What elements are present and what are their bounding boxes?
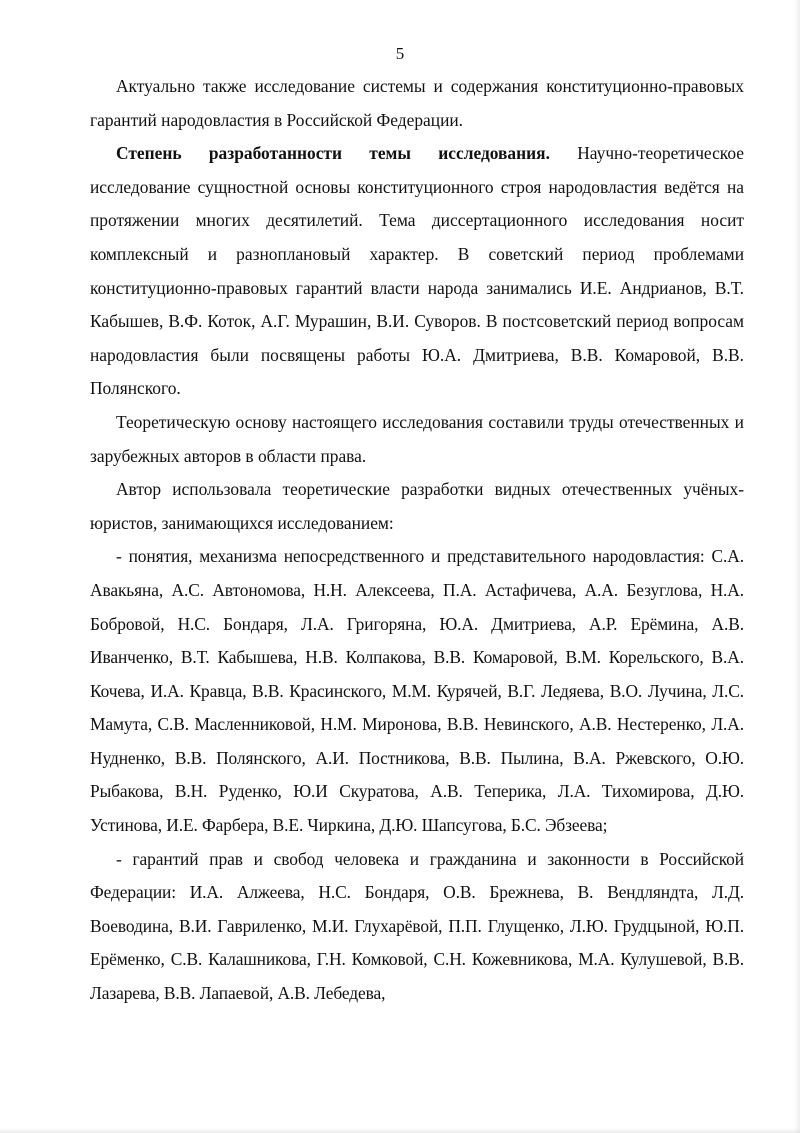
paragraph-degree-of-development [90,137,744,406]
paragraph-author-used [90,473,744,540]
section-heading: Степень разработанности темы исследования. [116,143,550,164]
paragraph-text: Актуально также исследование системы и содержания конституционно-правовых гарантий народовластия в Российской Федерации. [90,76,744,130]
paragraph-text: Теоретическую основу настоящего исследования составили труды отечественных и зарубежных авторов в области права. [90,411,744,466]
paragraph-text: Автор использовала теоретические разработки видных отечественных учёных-юристов, занимающихся исследованием: [90,479,744,533]
list-item-rights-guarantees-scholars [90,843,744,1011]
list-item-democracy-scholars [90,540,744,842]
paragraph-text: Научно-теоретическое исследование сущностной основы конституционного строя народовластия ведётся на протяжении многих десятилетий. Тема диссертационного исследования носит комплексный и разноплановый характер. В советский период проблемами конституционно-правовых гарантий власти народа занимались И.Е. Андрианов, В.Т. Кабышев, В.Ф. Коток, А.Г. Мурашин, В.И. Суворов. В постсоветский период вопросам народовластия были посвящены работы Ю.А. Дмитриева, В.В. Комаровой, В.В. Полянского. [90,143,744,399]
paragraph-text: - гарантий прав и свобод человека и гражданина и законности в Российской Федерации: И.А. Алжеева, Н.С. Бондаря, О.В. Брежнева, В. Вендляндта, Л.Д. Воеводина, В.И. Гавриленко, М.И. Глухарёвой, П.П. Глущенко, Л.Ю. Грудцыной, Ю.П. Ерёменко, С.В. Калашникова, Г.Н. Комковой, С.Н. Кожевникова, М.А. Кулушевой, В.В. Лазарева, В.В. Лапаевой, А.В. Лебедева, [90,848,744,1004]
paragraph-theoretical-basis [90,406,744,473]
scan-bottom-shadow [0,1128,800,1133]
paragraph-text: - понятия, механизма непосредственного и представительного народовластия: С.А. Авакьяна, А.С. Автономова, Н.Н. Алексеева, П.А. Астафичева, А.А. Безуглова, Н.А. Бобровой, Н.С. Бондаря, Л.А. Григоряна, Ю.А. Дмитриева, А.Р. Ерёмина, А.В. Иванченко, В.Т. Кабышева, Н.В. Колпакова, В.В. Комаровой, В.М. Корельского, В.А. Кочева, И.А. Кравца, В.В. Красинского, М.М. Курячей, В.Г. Ледяева, В.О. Лучина, Л.С. Мамута, С.В. Масленниковой, Н.М. Миронова, В.В. Невинского, А.В. Нестеренко, Л.А. Нудненко, В.В. Полянского, А.И. Постникова, В.В. Пылина, В.А. Ржевского, О.Ю. Рыбакова, В.Н. Руденко, Ю.И Скуратова, А.В. Теперика, Л.А. Тихомирова, Д.Ю. Устинова, И.Е. Фарбера, В.Е. Чиркина, Д.Ю. Шапсугова, Б.С. Эбзеева; [90,546,744,836]
paragraph-relevance [90,70,744,137]
scan-edge-shadow [794,0,800,1133]
document-body [90,70,744,1011]
page-number: 5 [395,44,405,63]
